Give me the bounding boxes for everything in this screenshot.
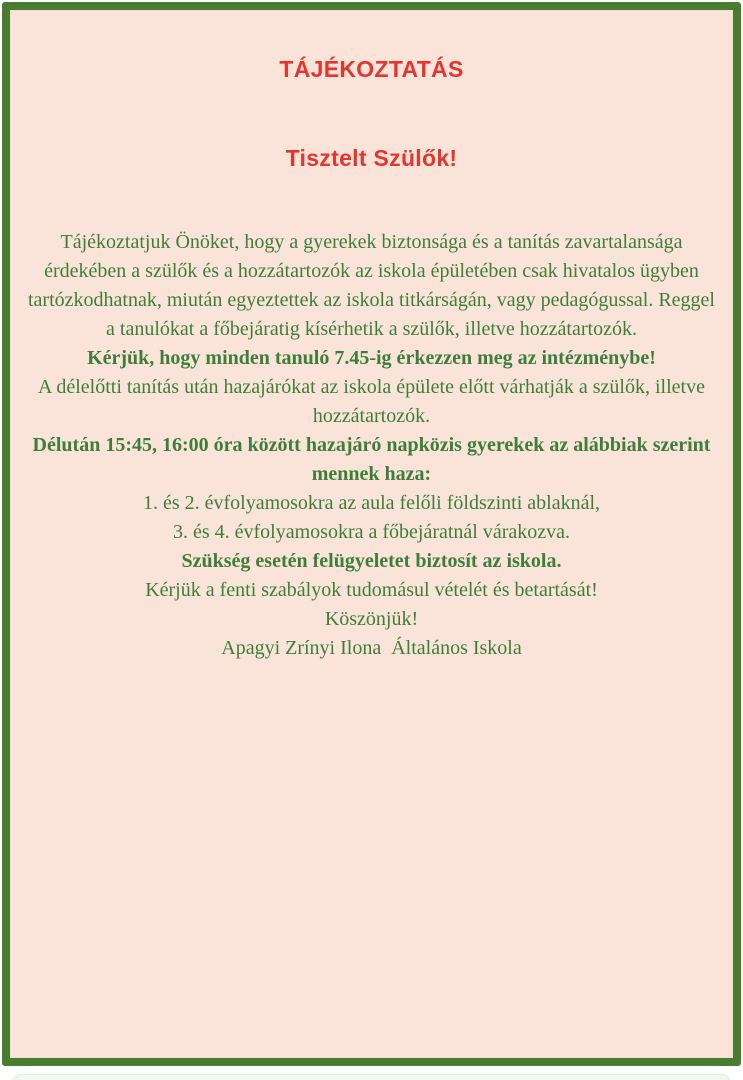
intro-paragraph: Tájékoztatjuk Önöket, hogy a gyerekek biztonsága és a tanítás zavartalansága érdekében a szülők és a hozzátartozók az iskola épületében csak hivatalos ügyben tartózkodhatnak, miután egyeztettek az iskola titkárságán, vagy pedagógussal. Reggel a tanulókat a főbejáratig kísérhetik a szülők, illetve hozzátartozók. <box>28 231 715 340</box>
notice-title: TÁJÉKOZTATÁS <box>279 56 464 82</box>
notice-card <box>2 2 741 1066</box>
notice-salutation: Tisztelt Szülők! <box>285 145 458 171</box>
grade-1-2-pickup-point: 1. és 2. évfolyamosokra az aula felőli földszinti ablaknál, <box>142 492 601 514</box>
thank-you-line: Köszönjük! <box>324 608 419 630</box>
supervision-note: Szükség esetén felügyeletet biztosít az iskola. <box>181 550 562 572</box>
school-name-signature: Apagyi Zrínyi Ilona Általános Iskola <box>221 637 522 659</box>
notice-body <box>28 172 715 663</box>
grade-3-4-pickup-point: 3. és 4. évfolyamosokra a főbejáratnál várakozva. <box>172 521 571 543</box>
afternoon-departure-rule: Délután 15:45, 16:00 óra között hazajáró napközis gyerekek az alábbiak szerint mennek haza: <box>32 434 711 485</box>
notice-content <box>10 10 733 1058</box>
morning-pickup-rule: A délelőtti tanítás után hazajárókat az iskola épülete előtt várhatják a szülők, illetve hozzátartozók. <box>38 376 705 427</box>
arrival-time-rule: Kérjük, hogy minden tanuló 7.45-ig érkezzen meg az intézménybe! <box>87 347 656 369</box>
compliance-request: Kérjük a fenti szabályok tudomásul vételét és betartását! <box>145 579 598 601</box>
next-card-peek <box>12 1074 731 1080</box>
